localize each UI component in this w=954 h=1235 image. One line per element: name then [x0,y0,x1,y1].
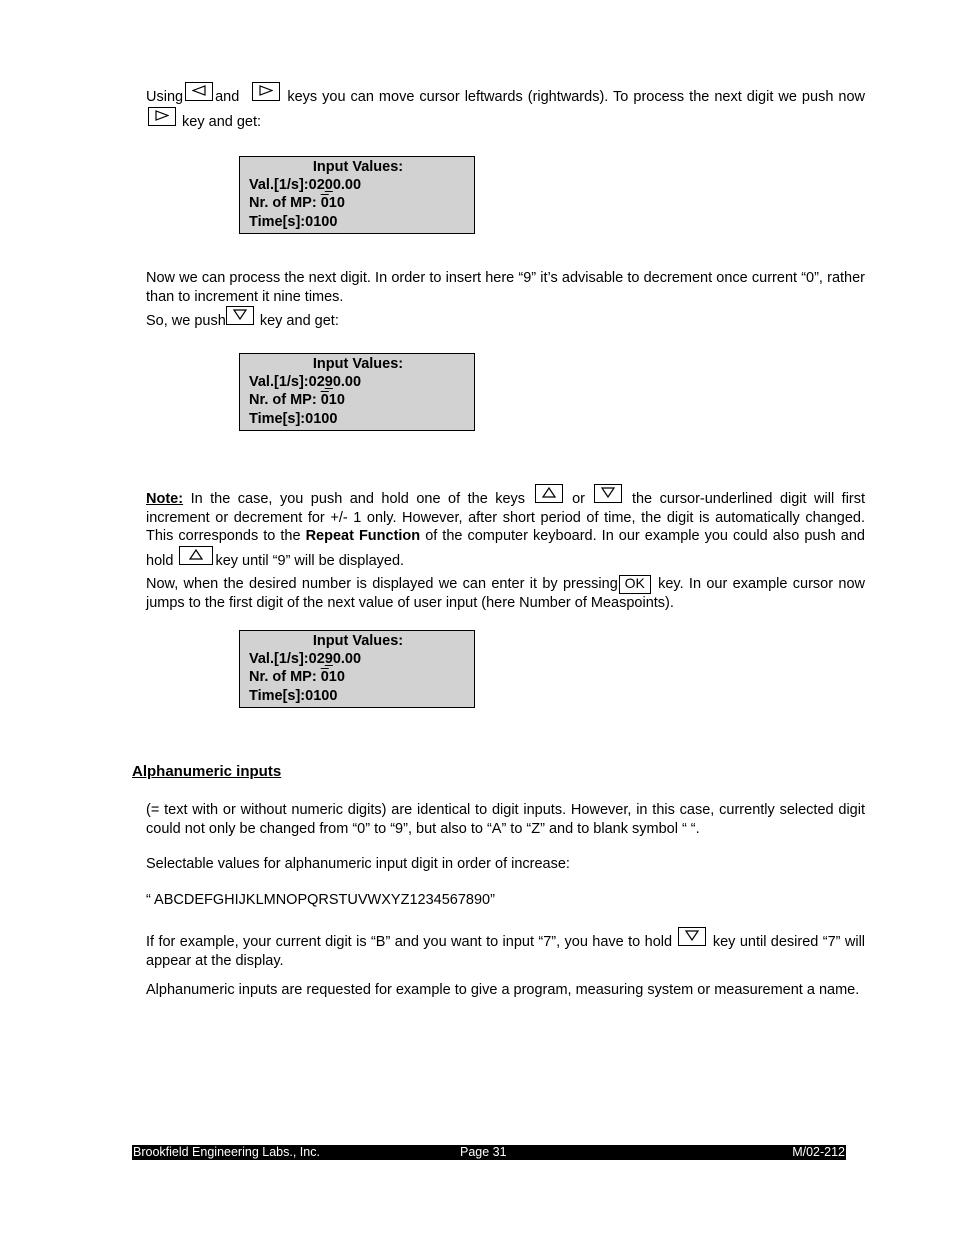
text: Nr. of MP: [249,669,321,686]
lcd-title: Input Values: [312,356,404,372]
cursor-digit: 9 [324,374,333,391]
text: 0.00 [332,177,362,194]
text: Now we can process the next digit. In order to insert here “9” it’s advisable to decrement once current “0”, rather than to increment it nine times. [146,270,865,305]
text: of the computer keyboard. In our example you could also push and hold [146,528,865,569]
up-key [179,546,213,565]
marked-digit: 0 [320,392,329,409]
paragraph-character-set: “ ABCDEFGHIJKLMNOPQRSTUVWXYZ1234567890” [146,892,495,908]
lcd-row-mp [240,391,474,409]
paragraph-alnum-intro: (= text with or without numeric digits) are identical to digit inputs. However, in this case, currently selected digit could not only be changed from “0” to “9”, but also to “A” to “Z” and to blank symbol “ “. [146,802,865,837]
lcd-display [239,630,475,708]
text: Val.[1/s]:02 [249,374,325,391]
text: key and get: [182,113,262,130]
text: In the case, you push and hold one of the keys [190,491,526,507]
paragraph-hold-example [146,927,865,970]
paragraph-ok [146,575,865,613]
lcd-title: Input Values: [312,159,404,175]
down-key [678,927,706,946]
text: If for example, your current digit is “B” and you want to input “7”, you have to hold [146,934,673,950]
text: So, we push [146,313,226,329]
down-key [594,484,622,503]
text: and [215,89,240,105]
text: 10 [328,392,345,409]
text: or [572,491,585,507]
section-heading: Alphanumeric inputs [132,763,282,780]
text: 10 [328,669,345,686]
down-triangle-icon [601,487,615,498]
paragraph-decrement [146,269,865,331]
paragraph-alnum-usage: Alphanumeric inputs are requested for example to give a program, measuring system or measurement a name. [146,982,860,998]
right-triangle-icon [155,110,169,121]
up-key [535,484,563,503]
text: Nr. of MP: [249,195,321,212]
lcd-row-mp [240,194,474,212]
text: 0.00 [332,651,362,668]
right-triangle-icon [259,85,273,96]
page-footer [132,1145,846,1160]
right-key [252,82,280,101]
up-triangle-icon [542,487,556,498]
paragraph-note [146,484,865,570]
down-triangle-icon [685,930,699,941]
text: key and get: [259,313,339,329]
lcd-row-time: Time[s]:0100 [249,410,338,427]
text: key until desired “7” will appear at the display. [146,934,866,969]
text: 0.00 [332,374,362,391]
text: Val.[1/s]:02 [249,177,325,194]
note-label: Note: [146,491,184,507]
marked-digit: 0 [320,669,329,686]
right-key [148,107,176,126]
text: key. In our example cursor now jumps to the first digit of the next value of user input (here Number of Measpoints). [146,576,865,611]
text: keys you can move cursor leftwards (rightwards). To process the next digit we push now [287,89,865,105]
footer-doc-id: M/02-212 [792,1145,845,1159]
lcd-row-value [240,650,474,668]
footer-page-number: Page 31 [460,1145,507,1159]
lcd-title: Input Values: [312,633,404,649]
left-key [185,82,213,101]
text: Using [146,89,184,105]
up-triangle-icon [189,549,203,560]
lcd-row-time: Time[s]:0100 [249,687,338,704]
text: 10 [328,195,345,212]
lcd-row-mp [240,668,474,686]
down-key [226,306,254,325]
text: Now, when the desired number is displayed we can enter it by pressing [146,576,618,592]
footer-company: Brookfield Engineering Labs., Inc. [133,1145,320,1159]
marked-digit: 0 [320,195,329,212]
text: Val.[1/s]:02 [249,651,325,668]
paragraph-cursor-keys [146,82,865,131]
cursor-digit: 9 [324,651,333,668]
cursor-digit: 0 [324,177,333,194]
text: Nr. of MP: [249,392,321,409]
lcd-row-value [240,176,474,194]
ok-key: OK [619,575,651,594]
lcd-display [239,353,475,431]
lcd-row-value [240,373,474,391]
repeat-function-label: Repeat Function [305,528,421,544]
text: the cursor-underlined digit will first increment or decrement for +/- 1 only. However, after short period of time, the digit is automatically changed. This corresponds to the [146,491,866,544]
text: key until “9” will be displayed. [215,552,405,569]
lcd-display [239,156,475,234]
left-triangle-icon [192,85,206,96]
lcd-row-time: Time[s]:0100 [249,213,338,230]
down-triangle-icon [233,309,247,320]
paragraph-selectable: Selectable values for alphanumeric input digit in order of increase: [146,856,570,872]
